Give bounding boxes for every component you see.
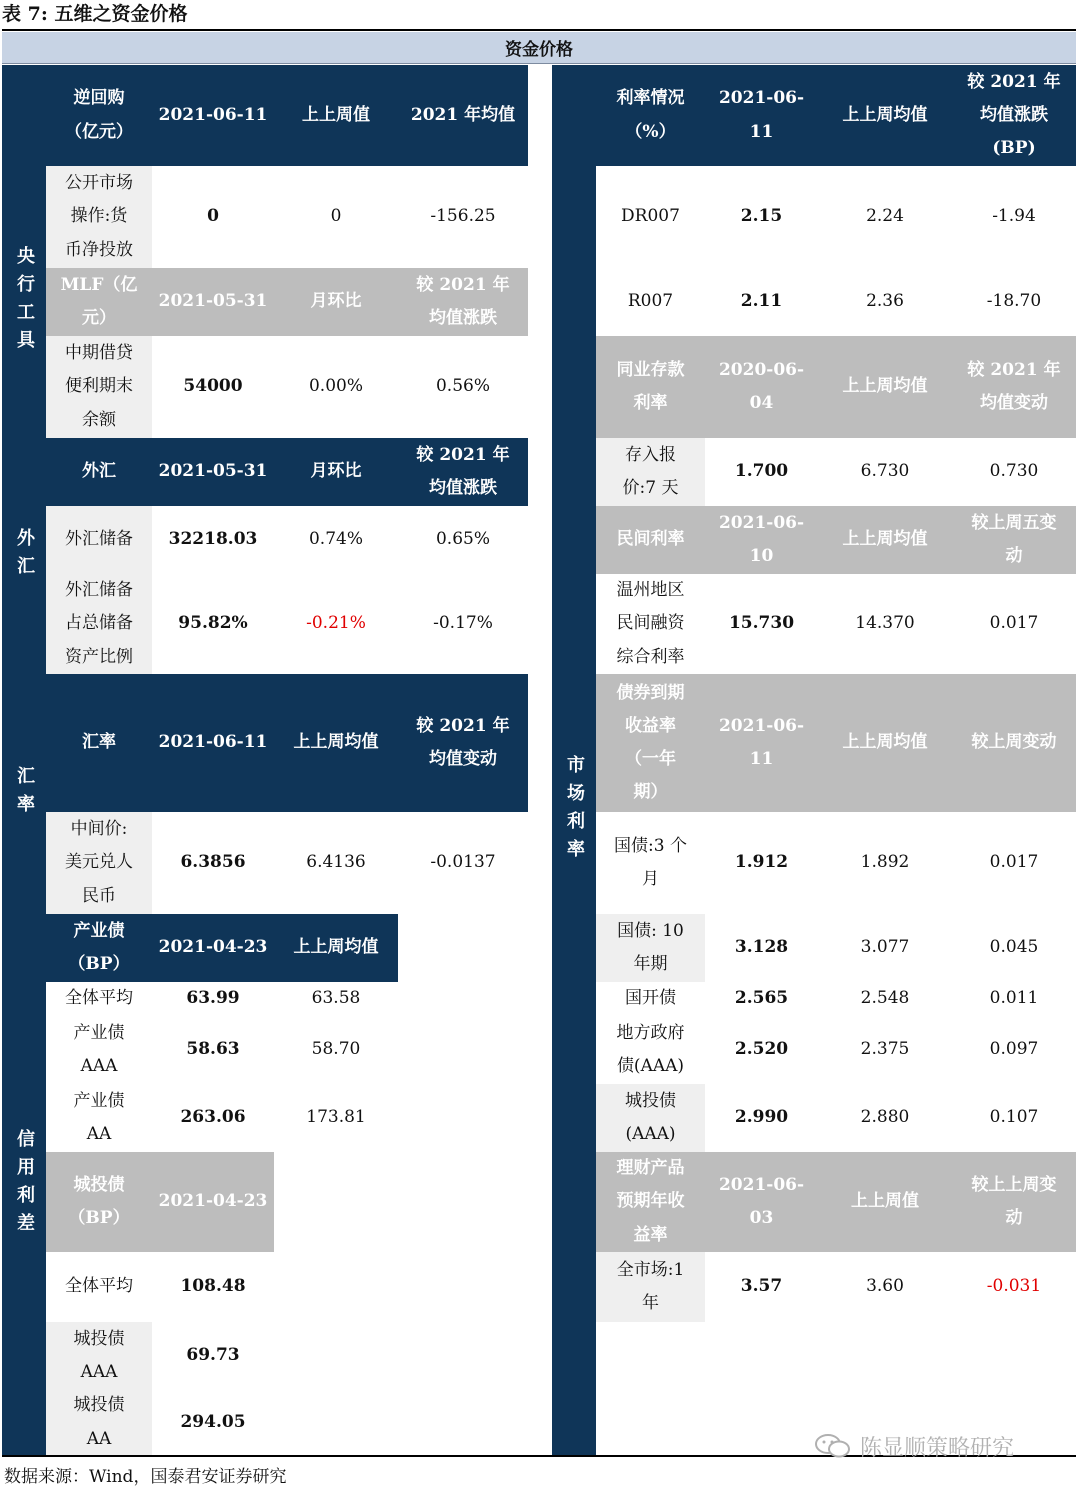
- latest-value: 1.912: [734, 852, 789, 873]
- latest-value: 1.700: [734, 461, 789, 482]
- label-cell: 国债:3 个 月: [614, 835, 687, 889]
- date-header: 2021-06-11: [718, 88, 805, 142]
- change-header: 较上周变动: [971, 732, 1057, 753]
- change-value: -1.94: [992, 206, 1036, 227]
- label-cell: 中期借贷 便利期末 余额: [65, 343, 133, 430]
- label-cell: 中间价: 美元兑人 民币: [65, 819, 133, 906]
- label-cell: 城投债 AAA: [73, 1328, 125, 1382]
- date-header: 2021-04-23: [158, 1191, 268, 1212]
- previous-header: 上上周均值: [842, 376, 928, 397]
- change-value: -0.031: [986, 1276, 1042, 1297]
- change-value: -0.0137: [430, 852, 496, 873]
- latest-value: 32218.03: [168, 529, 258, 550]
- blank-area: [274, 1152, 528, 1455]
- label-cell: 外汇储备: [65, 529, 133, 550]
- side-label-central-bank: 央行工具: [14, 246, 35, 358]
- label-cell: 城投债 AA: [73, 1395, 125, 1449]
- previous-value: 14.370: [855, 613, 915, 634]
- label-cell: 外汇储备 占总储备 资产比例: [65, 580, 133, 667]
- change-header: 较上上周变 动: [971, 1174, 1057, 1228]
- source-note: 数据来源：Wind，国泰君安证券研究: [4, 1467, 287, 1487]
- previous-value: 3.077: [860, 937, 910, 958]
- label-header: 汇率: [82, 732, 116, 753]
- latest-value: 3.57: [740, 1276, 783, 1297]
- change-header: 较 2021 年 均值变动: [416, 715, 510, 769]
- change-value: 0.65%: [435, 529, 490, 550]
- label-cell: 存入报 价:7 天: [622, 444, 679, 498]
- date-header: 2021-06-11: [158, 732, 268, 753]
- change-header: 较上周五变 动: [971, 512, 1057, 566]
- latest-value: 0: [207, 206, 219, 227]
- latest-value: 2.11: [740, 291, 783, 312]
- latest-value: 15.730: [728, 613, 795, 634]
- label-cell: 温州地区 民间融资 综合利率: [616, 580, 685, 667]
- change-value: 0.097: [989, 1039, 1039, 1060]
- previous-value: 58.70: [311, 1039, 361, 1060]
- previous-value: 6.4136: [306, 852, 366, 873]
- label-cell: 公开市场 操作:货 币净投放: [65, 173, 133, 260]
- latest-value: 2.565: [734, 988, 789, 1009]
- table-caption: 表 7: 五维之资金价格: [2, 3, 188, 25]
- previous-value: 1.892: [860, 852, 910, 873]
- latest-value: 2.520: [734, 1039, 789, 1060]
- change-header: 2021 年均值: [410, 104, 516, 125]
- previous-value: 6.730: [860, 461, 910, 482]
- label-cell: DR007: [621, 206, 680, 227]
- label-cell: 城投债 (AAA): [625, 1090, 676, 1144]
- change-value: 0.56%: [435, 376, 490, 397]
- change-value: 0.017: [989, 613, 1039, 634]
- previous-header: 月环比: [310, 461, 362, 482]
- label-header: 逆回购 （亿元）: [65, 88, 133, 142]
- change-value: 0.730: [989, 461, 1039, 482]
- side-label-credit-spread: 信用利差: [14, 1128, 35, 1241]
- label-header: 外汇: [82, 461, 116, 482]
- previous-value: -0.21%: [306, 613, 366, 634]
- label-cell: R007: [627, 291, 674, 312]
- latest-value: 263.06: [180, 1107, 246, 1128]
- label-header: MLF（亿 元）: [60, 274, 138, 328]
- change-header: 较 2021 年 均值变动: [967, 359, 1061, 413]
- label-header: 利率情况 （%）: [616, 88, 685, 142]
- date-header: 2021-04-23: [158, 937, 268, 958]
- previous-value: 173.81: [306, 1107, 366, 1128]
- previous-value: 0: [330, 206, 342, 227]
- side-label-exchange-rate: 汇率: [14, 766, 35, 822]
- previous-value: 2.375: [860, 1039, 910, 1060]
- previous-value: 3.60: [866, 1276, 904, 1297]
- latest-value: 54000: [183, 376, 243, 397]
- top-rule: [2, 29, 1076, 31]
- date-header: 2021-06- 10: [718, 512, 805, 566]
- change-value: -0.17%: [433, 613, 493, 634]
- previous-header: 上上周均值: [842, 732, 928, 753]
- previous-header: 上上周值: [302, 104, 370, 125]
- previous-value: 2.548: [860, 988, 910, 1009]
- change-value: 0.045: [989, 937, 1039, 958]
- previous-header: 上上周均值: [293, 937, 379, 958]
- date-header: 2021-05-31: [158, 291, 268, 312]
- table-header: 资金价格: [2, 32, 1076, 64]
- wechat-icon: [814, 1433, 852, 1459]
- latest-value: 58.63: [186, 1039, 240, 1060]
- previous-header: 上上周均值: [293, 732, 379, 753]
- change-value: 0.011: [989, 988, 1039, 1009]
- latest-value: 63.99: [186, 988, 240, 1009]
- latest-value: 6.3856: [180, 852, 246, 873]
- change-value: -18.70: [986, 291, 1042, 312]
- previous-header: 上上周值: [851, 1191, 919, 1212]
- date-header: 2020-06- 04: [718, 359, 805, 413]
- date-header: 2021-06- 03: [718, 1174, 805, 1228]
- label-cell: 国债: 10 年期: [617, 920, 684, 974]
- previous-header: 上上周均值: [842, 529, 928, 550]
- label-cell: 产业债 AA: [73, 1090, 125, 1144]
- latest-value: 95.82%: [178, 613, 248, 634]
- previous-value: 2.24: [866, 206, 904, 227]
- watermark-text: 陈显顺策略研究: [860, 1435, 1015, 1461]
- label-header: 理财产品 预期年收 益率: [616, 1158, 685, 1245]
- label-cell: 国开债: [625, 988, 676, 1009]
- change-value: 0.107: [989, 1107, 1039, 1128]
- watermark: [814, 1430, 1014, 1462]
- latest-value: 2.990: [734, 1107, 789, 1128]
- label-cell: 全体平均: [65, 1276, 133, 1297]
- date-header: 2021-06-11: [158, 104, 268, 125]
- label-header: 债券到期 收益率 （一年 期）: [616, 682, 685, 803]
- previous-value: 63.58: [311, 988, 361, 1009]
- previous-value: 0.74%: [308, 529, 363, 550]
- change-value: 0.017: [989, 852, 1039, 873]
- label-cell: 全市场:1 年: [616, 1259, 685, 1313]
- column-separator: [528, 65, 552, 1455]
- label-header: 城投债 （BP）: [68, 1174, 130, 1228]
- change-header: 较 2021 年 均值涨跌: [416, 444, 510, 498]
- change-header: 较 2021 年 均值涨跌: [416, 274, 510, 328]
- date-header: 2021-05-31: [158, 461, 268, 482]
- latest-value: 294.05: [180, 1411, 246, 1432]
- label-header: 产业债 （BP）: [68, 920, 130, 974]
- side-label-market-rate: 市场利率: [564, 754, 585, 867]
- label-cell: 产业债 AAA: [73, 1022, 125, 1076]
- previous-header: 月环比: [310, 291, 362, 312]
- previous-value: 2.880: [860, 1107, 910, 1128]
- label-header: 同业存款 利率: [616, 359, 685, 413]
- change-value: -156.25: [430, 206, 496, 227]
- label-header: 民间利率: [616, 529, 685, 550]
- previous-value: 2.36: [866, 291, 904, 312]
- previous-header: 上上周均值: [842, 104, 928, 125]
- latest-value: 2.15: [740, 206, 783, 227]
- date-header: 2021-06-11: [718, 715, 805, 769]
- change-header: 较 2021 年 均值涨跌 (BP): [967, 71, 1061, 159]
- label-cell: 全体平均: [65, 988, 133, 1009]
- side-label-fx: 外汇: [14, 528, 35, 584]
- latest-value: 3.128: [734, 937, 789, 958]
- latest-value: 69.73: [186, 1345, 240, 1366]
- latest-value: 108.48: [180, 1276, 246, 1297]
- label-cell: 地方政府 债(AAA): [616, 1022, 685, 1076]
- previous-value: 0.00%: [308, 376, 363, 397]
